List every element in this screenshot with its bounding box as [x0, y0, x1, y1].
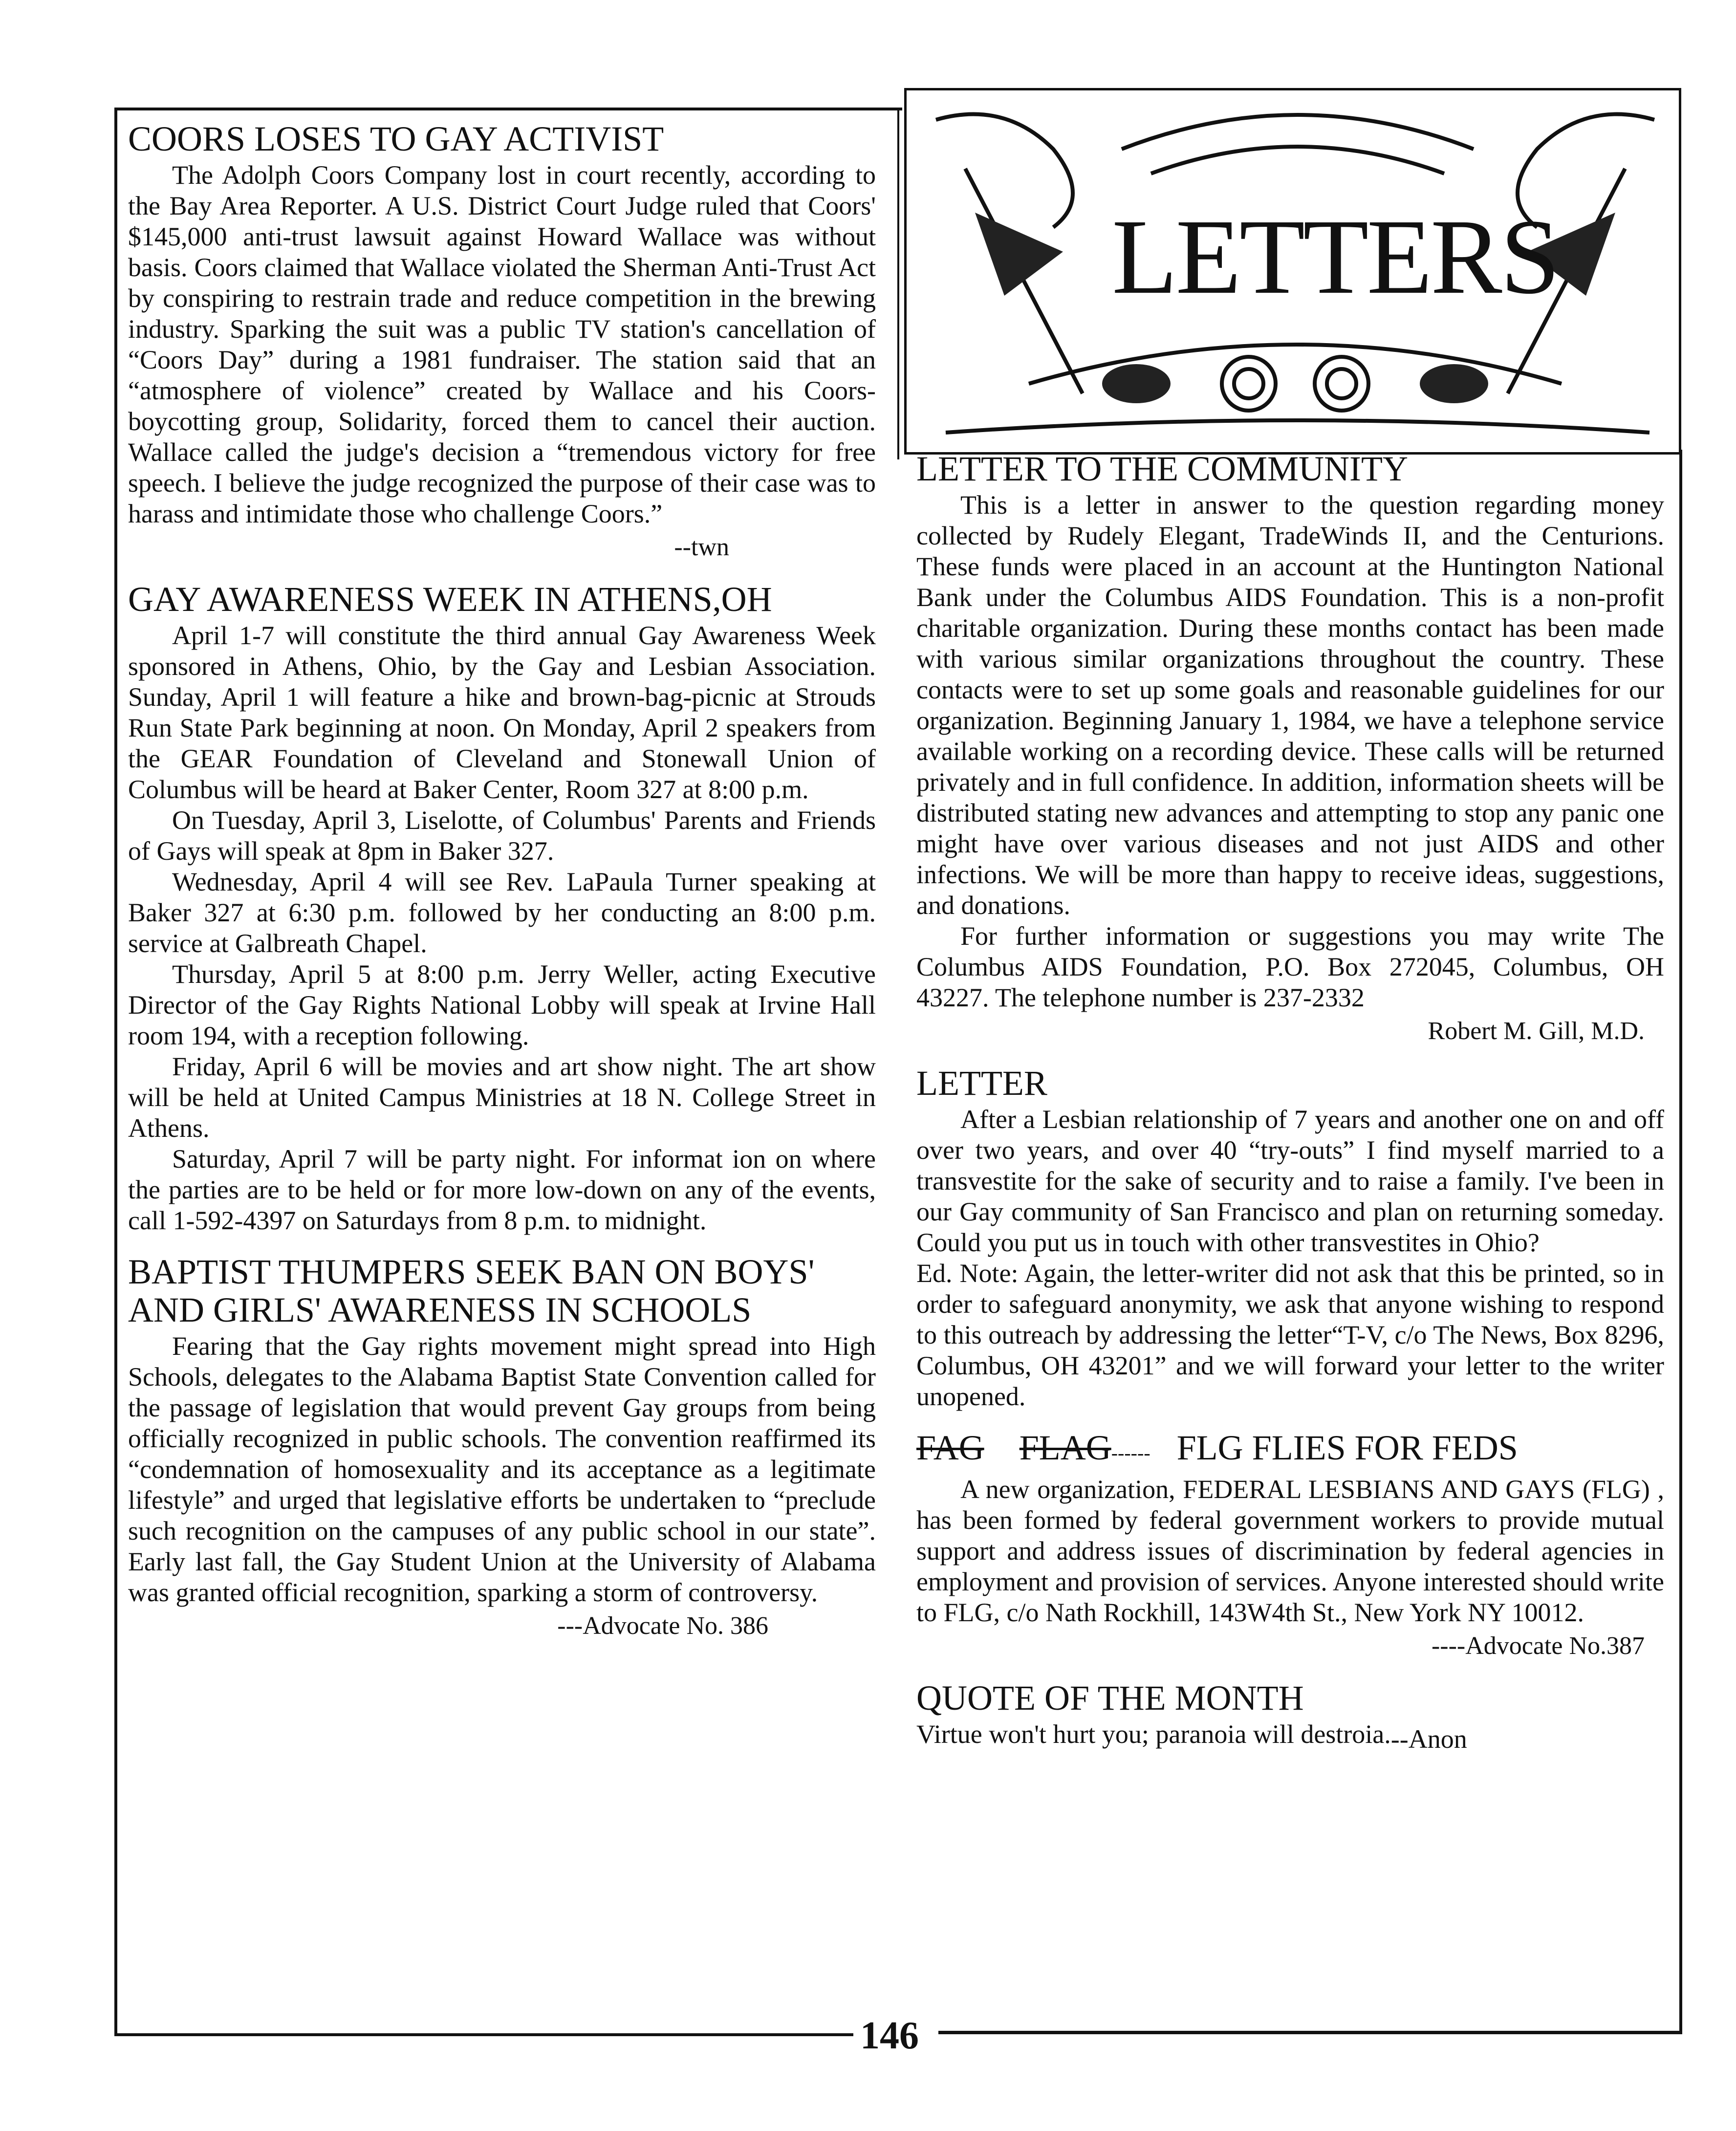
- article-flg: [916, 1429, 1664, 1662]
- article-letter: [916, 1064, 1664, 1412]
- article-heading: LETTER TO THE COMMUNITY: [916, 449, 1408, 488]
- article-paragraph: Thursday, April 5 at 8:00 p.m. Jerry Weller, acting Executive Director of the Gay Rights National Lobby will speak at Irvine Hall room 194, with a reception following.: [128, 959, 876, 1050]
- article-signature: --twn: [674, 533, 729, 561]
- struck-word: FLAG: [1019, 1428, 1111, 1467]
- article-paragraph: On Tuesday, April 3, Liselotte, of Columbus' Parents and Friends of Gays will speak at 8pm in Baker 327.: [128, 805, 876, 866]
- article-athens: [128, 580, 876, 1236]
- article-letter-to-community: [916, 450, 1664, 1047]
- article-paragraph: Saturday, April 7 will be party night. For informat ion on where the parties are to be held or for more low-down on any of the events, call 1-592-4397 on Saturdays from 8 p.m. to midnight.: [128, 1144, 876, 1235]
- frame-center-rule: [897, 108, 899, 459]
- frame-bottom-rule-right: [938, 2031, 1682, 2034]
- struck-word: FAG: [916, 1428, 984, 1467]
- article-paragraph: Fearing that the Gay rights movement might spread into High Schools, delegates to the Alabama Baptist State Convention called for the passage of legislation that would prevent Gay groups from being officially recognized in public schools. The convention reaffirmed its “condemnation of homosexuality and its acceptance as a legitimate lifestyle” and urged that legislative efforts be undertaken to “preclude such recognition on the campuses of any public school in our state”. Early last fall, the Gay Student Union at the University of Alabama was granted official recognition, sparking a storm of controversy.: [128, 1331, 876, 1607]
- article-paragraph: This is a letter in answer to the question regarding money collected by Rudely Elegant, TradeWinds II, and the Centurions. These funds were placed in an account at the Huntington National Bank under the Columbus AIDS Foundation. This is a non-profit charitable organization. During these months contact has been made with various similar organizations throughout the country. These contacts were to set up some goals and reasonable guidelines for our organization. Beginning January 1, 1984, we have a telephone service available working on a recording device. These calls will be returned privately and in full confidence. In addition, information sheets will be distributed stating new advances and attempting to stop any panic one might have over various diseases and not just AIDS and other infections. We will be more than happy to receive ideas, suggestions, and donations.: [916, 490, 1664, 920]
- heading-text: FLG FLIES FOR FEDS: [1176, 1428, 1518, 1467]
- article-signature: ---Advocate No. 386: [557, 1612, 768, 1640]
- article-paragraph: A new organization, FEDERAL LESBIANS AND GAYS (FLG) , has been formed by federal government workers to provide mutual support and address issues of discrimination by federal agencies in employment and provision of services. Anyone interested should write to FLG, c/o Nath Rockhill, 143W4th St., New York NY 10012.: [916, 1475, 1664, 1627]
- article-baptist: [128, 1253, 876, 1642]
- article-paragraph: April 1-7 will constitute the third annual Gay Awareness Week sponsored in Athens, Ohio, by the Gay and Lesbian Association. Sunday, April 1 will feature a hike and brown-bag-picnic at Strouds Run State Park beginning at noon. On Monday, April 2 speakers from the GEAR Foundation of Cleveland and Stonewall Union of Columbus will be heard at Baker Center, Room 327 at 8:00 p.m.: [128, 621, 876, 804]
- frame-top-rule: [115, 108, 902, 110]
- right-column: [916, 450, 1664, 1766]
- frame-right-rule: [1679, 450, 1682, 2033]
- letters-banner-title: LETTERS: [1112, 197, 1559, 316]
- article-paragraph: Wednesday, April 4 will see Rev. LaPaula Turner speaking at Baker 327 at 6:30 p.m. followed by her conducting an 8:00 p.m. service at Galbreath Chapel.: [128, 867, 876, 958]
- article-paragraph: After a Lesbian relationship of 7 years and another one on and off over two years, and over 40 “try-outs” I find myself married to a transvestite for the sake of security and to raise a family. I've been in our Gay community of San Francisco and plan on returning someday. Could you put us in touch with other transvestites in Ohio?: [916, 1105, 1664, 1257]
- letters-banner: [904, 88, 1681, 455]
- article-heading: QUOTE OF THE MONTH: [916, 1678, 1304, 1718]
- editor-note: Ed. Note: Again, the letter-writer did not ask that this be printed, so in order to safeguard anonymity, we ask that anyone wishing to respond to this outreach by addressing the letter“T-V, c/o The News, Box 8296, Columbus, OH 43201” and we will forward your letter to the writer unopened.: [916, 1259, 1664, 1411]
- article-heading: COORS LOSES TO GAY ACTIVIST: [128, 119, 664, 158]
- article-coors: [128, 120, 876, 564]
- article-signature: Robert M. Gill, M.D.: [1428, 1017, 1645, 1045]
- article-quote: [916, 1678, 1664, 1754]
- left-column: [128, 120, 876, 1659]
- quote-attribution: --Anon: [1390, 1724, 1467, 1754]
- quote-line: [916, 1719, 1664, 1754]
- article-heading: [916, 1429, 1664, 1472]
- article-signature: ----Advocate No.387: [1431, 1632, 1645, 1660]
- article-heading: BAPTIST THUMPERS SEEK BAN ON BOYS' AND GIRLS' AWARENESS IN SCHOOLS: [128, 1252, 815, 1329]
- heading-dashes: ------: [1111, 1442, 1150, 1464]
- article-paragraph: The Adolph Coors Company lost in court recently, according to the Bay Area Reporter. A U.S. District Court Judge ruled that Coors' $145,000 anti-trust lawsuit against Howard Wallace was without basis. Coors claimed that Wallace violated the Sherman Anti-Trust Act by conspiring to restrain trade and reduce competition in the brewing industry. Sparking the suit was a public TV station's cancellation of “Coors Day” during a 1981 fundraiser. The station said that an “atmosphere of violence” created by Wallace and his Coors-boycotting group, Solidarity, forced them to cancel their auction. Wallace called the judge's decision a “tremendous victory for free speech. I believe the judge recognized the purpose of their case was to harass and intimidate those who challenge Coors.”: [128, 160, 876, 528]
- quote-text: Virtue won't hurt you; paranoia will destroia.: [916, 1719, 1391, 1749]
- article-heading: LETTER: [916, 1064, 1047, 1103]
- frame-bottom-rule-left: [115, 2033, 853, 2036]
- page-number: 146: [860, 2014, 919, 2057]
- article-paragraph: For further information or suggestions you may write The Columbus AIDS Foundation, P.O. Box 272045, Columbus, OH 43227. The telephone number is 237-2332: [916, 921, 1664, 1012]
- article-heading: GAY AWARENESS WEEK IN ATHENS,OH: [128, 580, 772, 619]
- article-paragraph: Friday, April 6 will be movies and art show night. The art show will be held at United Campus Ministries at 18 N. College Street in Athens.: [128, 1052, 876, 1143]
- frame-left-rule: [114, 108, 117, 2036]
